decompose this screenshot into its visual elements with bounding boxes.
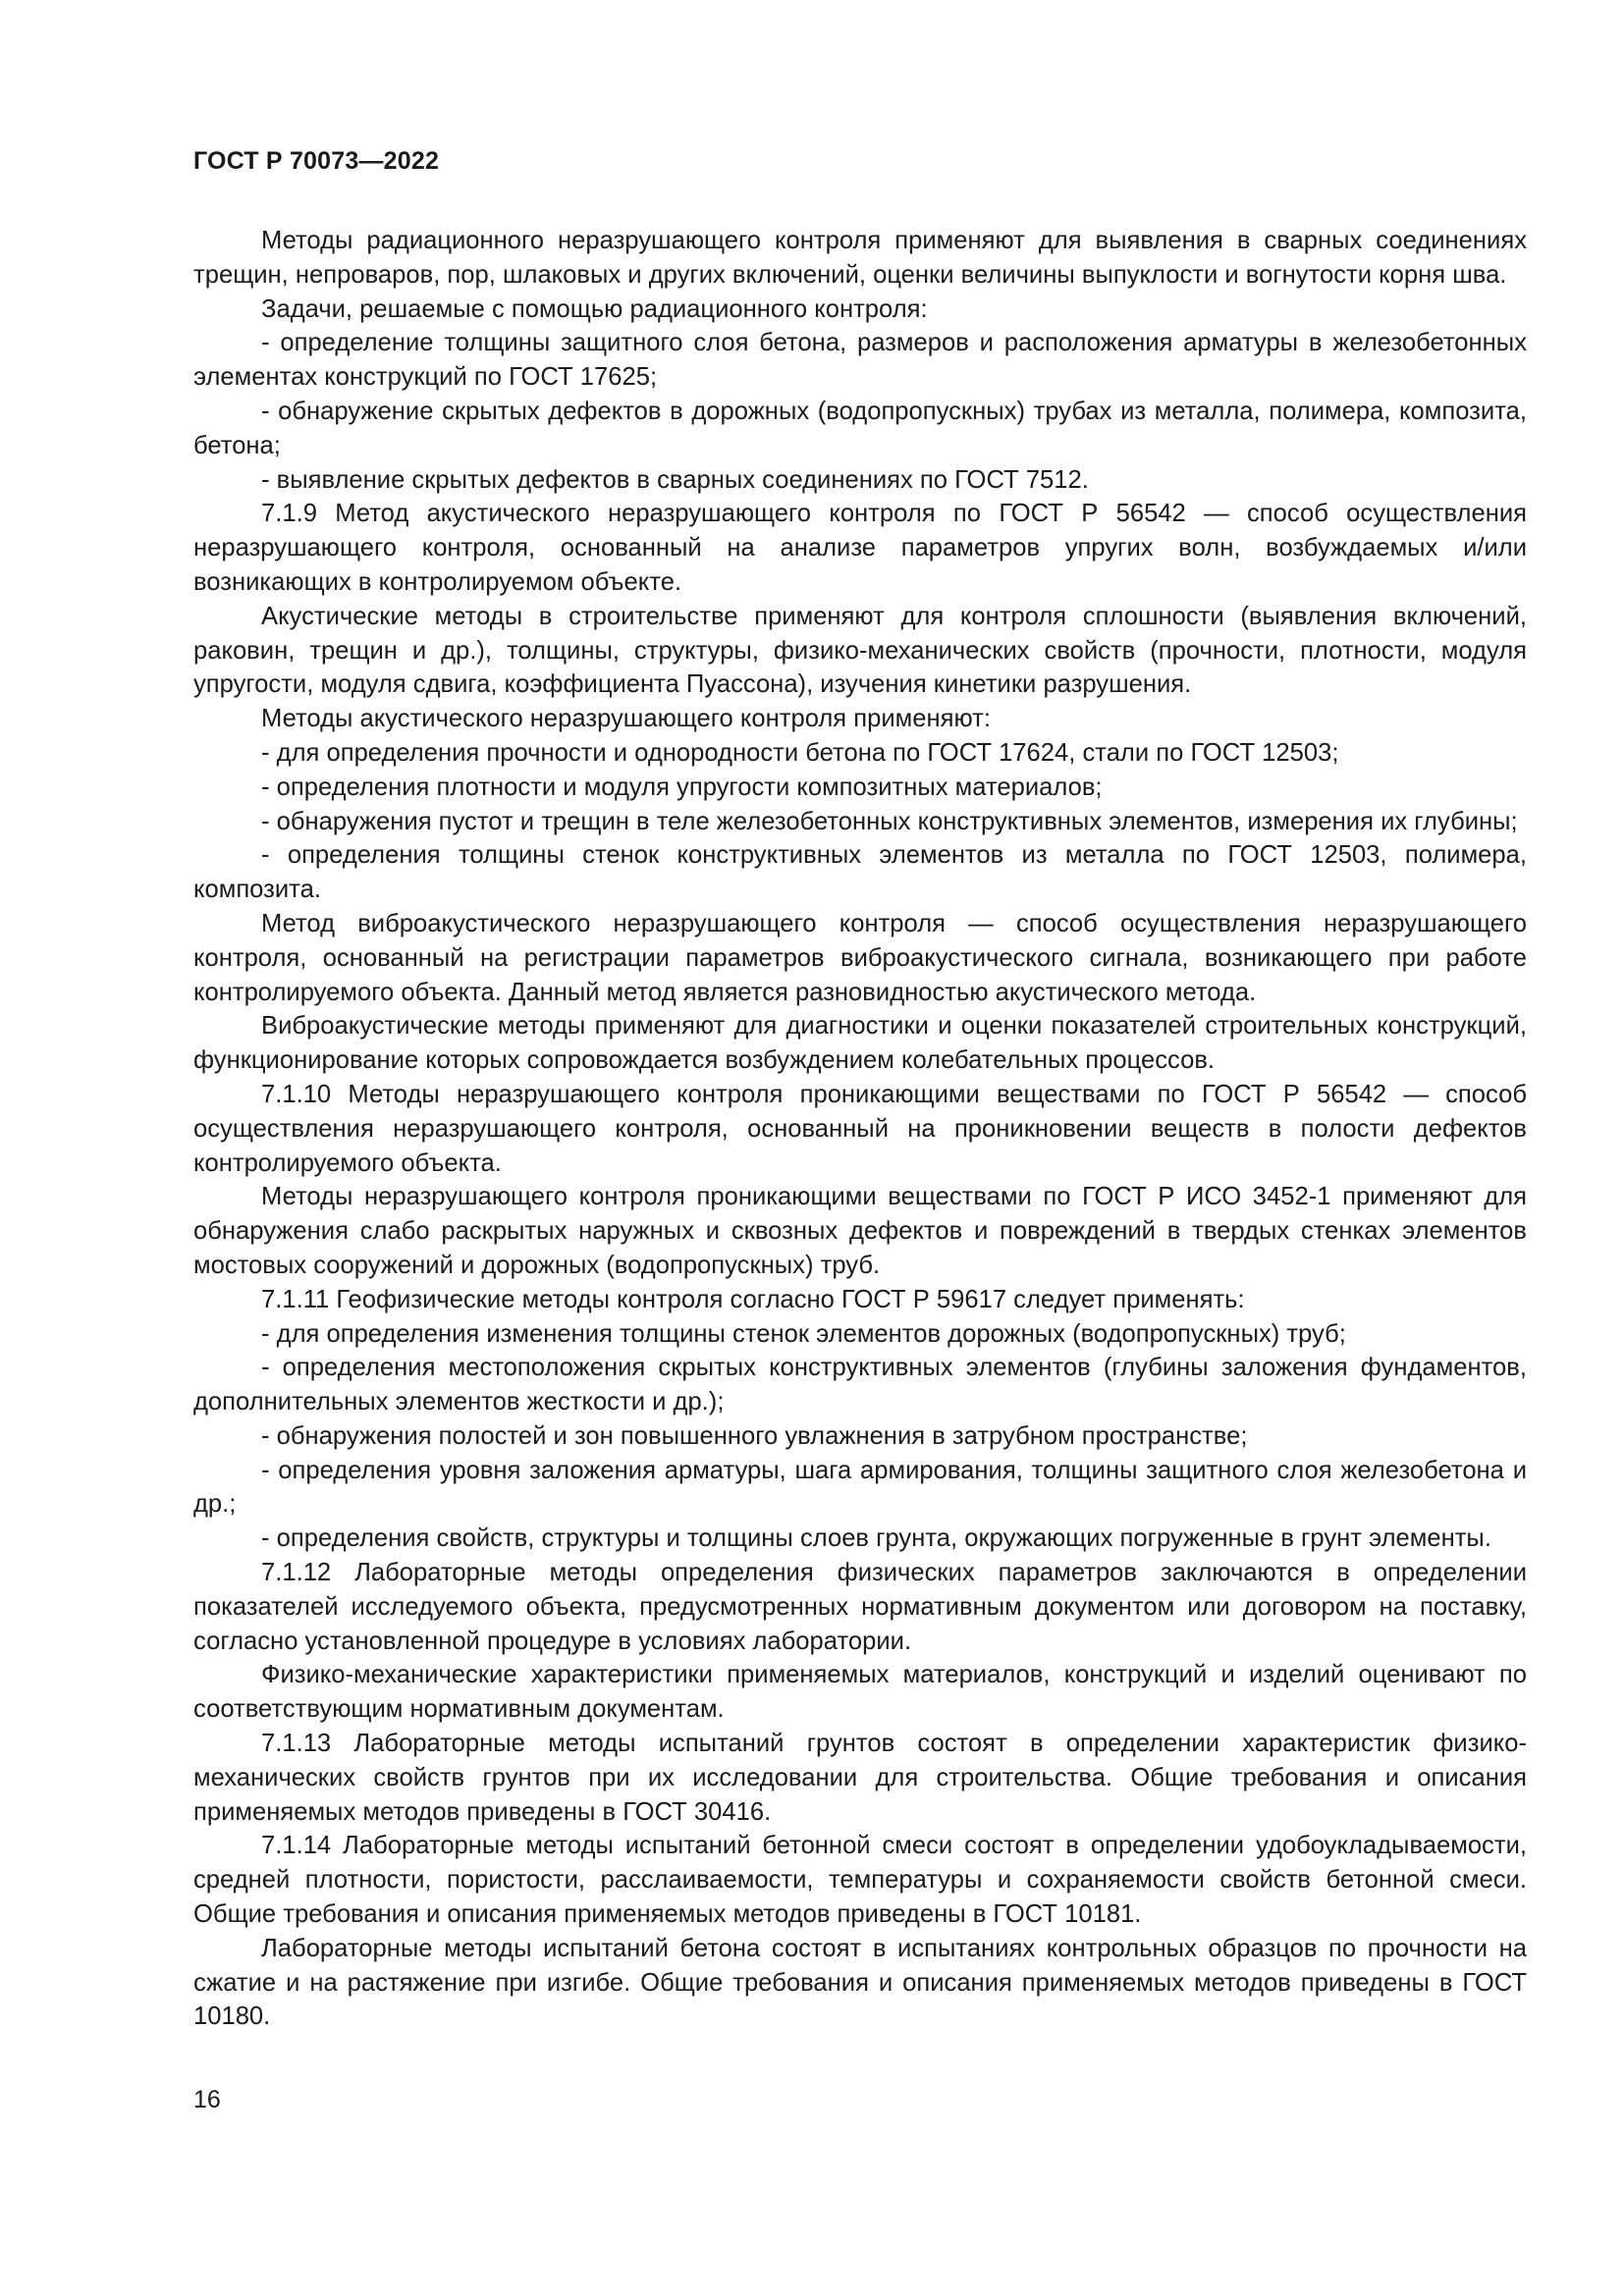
paragraph: Виброакустические методы применяют для диагностики и оценки показателей строительных конструкций, функционирование которых сопровождается возбуждением колебательных процессов. xyxy=(193,1012,1527,1075)
paragraph: Методы акустического неразрушающего контроля применяют: xyxy=(261,705,991,733)
list-item: - определения местоположения скрытых конструктивных элементов (глубины заложения фундаментов, дополнительных элементов жесткости и др.); xyxy=(193,1354,1527,1416)
page-number: 16 xyxy=(193,2086,221,2113)
document-body xyxy=(193,224,1527,2034)
paragraph: Методы неразрушающего контроля проникающими веществами по ГОСТ Р ИСО 3452-1 применяют для обнаружения слабо раскрытых наружных и сквозных дефектов и повреждений в твердых стенках элементов мостовых сооружений и дорожных (водопропускных) труб. xyxy=(193,1183,1527,1279)
paragraph: 7.1.12 Лабораторные методы определения физических параметров заключаются в определении показателей исследуемого объекта, предусмотренных нормативным документом или договором на поставку, согласно установленной процедуре в условиях лаборатории. xyxy=(193,1559,1527,1655)
paragraph: Метод виброакустического неразрушающего контроля — способ осуществления неразрушающего контроля, основанный на регистрации параметров виброакустического сигнала, возникающего при работе контролируемого объекта. Данный метод является разновидностью акустического метода. xyxy=(193,909,1527,1006)
list-item: - обнаружения полостей и зон повышенного увлажнения в затрубном пространстве; xyxy=(261,1421,1248,1450)
list-item: - определения плотности и модуля упругости композитных материалов; xyxy=(261,773,1103,801)
list-item: - определения свойств, структуры и толщины слоев грунта, окружающих погруженные в грунт элементы. xyxy=(261,1524,1491,1553)
list-item: - для определения прочности и однородности бетона по ГОСТ 17624, стали по ГОСТ 12503; xyxy=(261,738,1339,767)
paragraph: 7.1.10 Методы неразрушающего контроля проникающими веществами по ГОСТ Р 56542 — способ осуществления неразрушающего контроля, основанный на проникновении веществ в полости дефектов контролируемого объекта. xyxy=(193,1080,1527,1177)
paragraph: 7.1.9 Метод акустического неразрушающего контроля по ГОСТ Р 56542 — способ осуществления неразрушающего контроля, основанный на анализе параметров упругих волн, возбуждаемых и/или возникающих в контролируемом объекте. xyxy=(193,500,1527,596)
list-item: - выявление скрытых дефектов в сварных соединениях по ГОСТ 7512. xyxy=(261,465,1089,494)
paragraph: 7.1.14 Лабораторные методы испытаний бетонной смеси состоят в определении удобоукладываемости, средней плотности, пористости, расслаиваемости, температуры и сохраняемости свойств бетонной смеси. Общие требования и описания применяемых методов приведены в ГОСТ 10181. xyxy=(193,1832,1527,1929)
paragraph: Физико-механические характеристики применяемых материалов, конструкций и изделий оценивают по соответствующим нормативным документам. xyxy=(193,1661,1527,1724)
paragraph: Методы радиационного неразрушающего контроля применяют для выявления в сварных соединениях трещин, непроваров, пор, шлаковых и других включений, оценки величины выпуклости и вогнутости корня шва. xyxy=(193,227,1527,289)
document-header: ГОСТ Р 70073—2022 xyxy=(193,147,440,175)
list-item: - определения уровня заложения арматуры, шага армирования, толщины защитного слоя железобетона и др.; xyxy=(193,1456,1527,1519)
list-item: - обнаружения пустот и трещин в теле железобетонных конструктивных элементов, измерения их глубины; xyxy=(261,807,1518,835)
list-item: - для определения изменения толщины стенок элементов дорожных (водопропускных) труб; xyxy=(261,1319,1346,1348)
list-item: - определение толщины защитного слоя бетона, размеров и расположения арматуры в железобетонных элементах конструкций по ГОСТ 17625; xyxy=(193,329,1527,392)
paragraph: Задачи, решаемые с помощью радиационного контроля: xyxy=(261,294,928,323)
list-item: - обнаружение скрытых дефектов в дорожных (водопропускных) трубах из металла, полимера, композита, бетона; xyxy=(193,397,1527,459)
paragraph: Акустические методы в строительстве применяют для контроля сплошности (выявления включений, раковин, трещин и др.), толщины, структуры, физико-механических свойств (прочности, плотности, модуля упругости, модуля сдвига, коэффициента Пуассона), изучения кинетики разрушения. xyxy=(193,602,1527,699)
list-item: - определения толщины стенок конструктивных элементов из металла по ГОСТ 12503, полимера, композита. xyxy=(193,841,1527,904)
paragraph: 7.1.11 Геофизические методы контроля согласно ГОСТ Р 59617 следует применять: xyxy=(261,1285,1245,1313)
paragraph: Лабораторные методы испытаний бетона состоят в испытаниях контрольных образцов по прочности на сжатие и на растяжение при изгибе. Общие требования и описания применяемых методов приведены в ГОСТ 10180. xyxy=(193,1934,1527,2031)
paragraph: 7.1.13 Лабораторные методы испытаний грунтов состоят в определении характеристик физико-механических свойств грунтов при их исследовании для строительства. Общие требования и описания применяемых методов приведены в ГОСТ 30416. xyxy=(193,1730,1527,1826)
